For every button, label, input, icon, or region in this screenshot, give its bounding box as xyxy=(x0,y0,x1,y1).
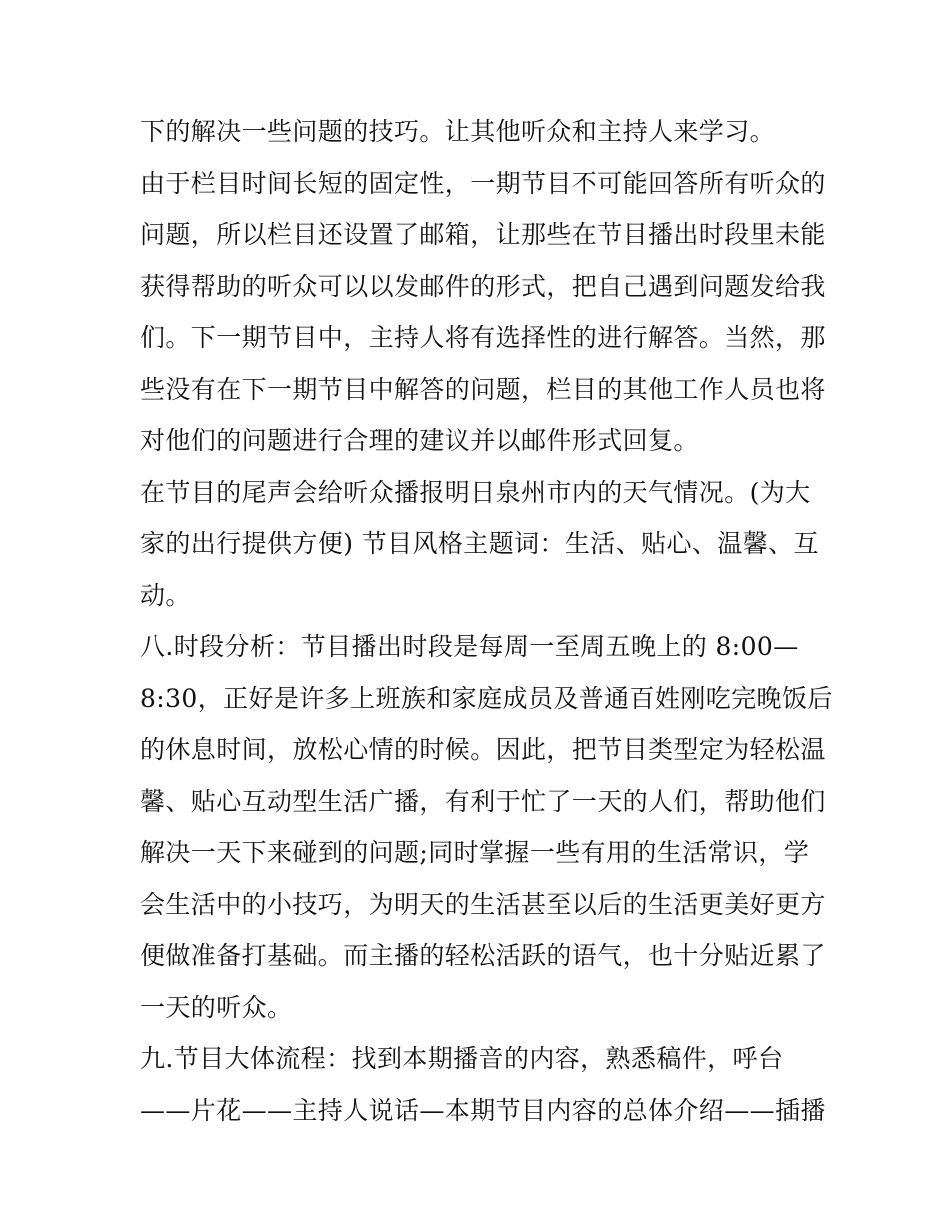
text-line: 会生活中的小技巧，为明天的生活甚至以后的生活更美好更方 xyxy=(140,889,826,919)
text-line: 在节目的尾声会给听众播报明日泉州市内的天气情况。(为大 xyxy=(140,477,811,507)
text-line: 八.时段分析：节目播出时段是每周一至周五晚上的 8:00— xyxy=(140,632,799,661)
text-line: 动。 xyxy=(140,580,191,610)
text-line: 问题，所以栏目还设置了邮箱，让那些在节目播出时段里未能 xyxy=(140,220,826,249)
text-line: 一天的听众。 xyxy=(140,992,293,1022)
text-line: 获得帮助的听众可以以发邮件的形式，把自己遇到问题发给我 xyxy=(140,271,826,301)
text-line: 的休息时间，放松心情的时候。因此，把节目类型定为轻松温 xyxy=(140,735,826,764)
text-line: 家的出行提供方便) 节目风格主题词：生活、贴心、温馨、互 xyxy=(140,529,819,558)
document-body xyxy=(140,106,833,1136)
text-line: 下的解决一些问题的技巧。让其他听众和主持人来学习。 xyxy=(140,117,776,146)
text-line: 对他们的问题进行合理的建议并以邮件形式回复。 xyxy=(140,426,699,455)
text-line: ——片花——主持人说话—本期节目内容的总体介绍——插播 xyxy=(140,1095,826,1125)
text-line: 解决一天下来碰到的问题;同时掌握一些有用的生活常识，学 xyxy=(140,838,810,867)
text-line: 些没有在下一期节目中解答的问题，栏目的其他工作人员也将 xyxy=(140,374,826,404)
text-line: 便做准备打基础。而主播的轻松活跃的语气，也十分贴近累了 xyxy=(140,941,826,970)
text-line: 8:30，正好是许多上班族和家庭成员及普通百姓刚吃完晚饭后 xyxy=(140,683,833,713)
text-line: 由于栏目时间长短的固定性，一期节目不可能回答所有听众的 xyxy=(140,168,826,198)
text-line: 九.节目大体流程：找到本期播音的内容，熟悉稿件，呼台 xyxy=(140,1044,784,1073)
text-line: 们。下一期节目中，主持人将有选择性的进行解答。当然，那 xyxy=(140,323,826,352)
text-line: 馨、贴心互动型生活广播，有利于忙了一天的人们，帮助他们 xyxy=(140,786,826,816)
